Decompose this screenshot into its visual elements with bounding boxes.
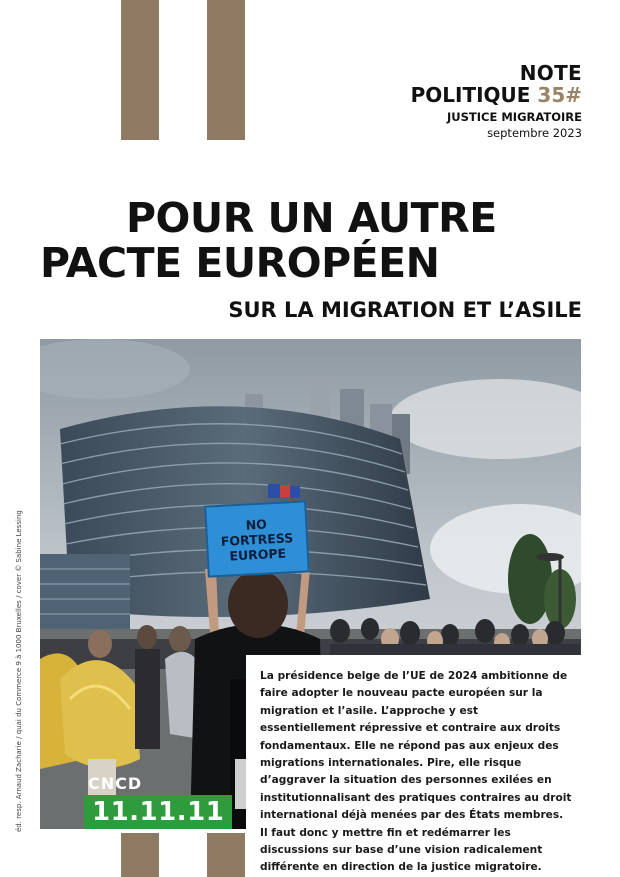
decorative-bar-bottom-left xyxy=(121,833,159,877)
series-label-politique xyxy=(411,84,582,106)
logo-number: 11.11.11 xyxy=(84,795,232,829)
sign-line-3: EUROPE xyxy=(229,545,287,563)
topic-label: JUSTICE MIGRATOIRE xyxy=(447,110,582,124)
decorative-bar-bottom-right xyxy=(207,833,245,877)
decorative-bar-top-left xyxy=(121,0,159,140)
series-header xyxy=(411,62,582,141)
sign-line-1: NO xyxy=(245,515,268,533)
sign-line-2: FORTRESS xyxy=(220,529,294,549)
subtitle: SUR LA MIGRATION ET L’ASILE xyxy=(228,298,582,322)
issue-number: 35# xyxy=(537,83,582,107)
series-label-politique-text: POLITIQUE xyxy=(410,83,531,107)
summary-box xyxy=(246,655,581,874)
publisher-credit: éd. resp. Arnaud Zacharie / quai du Commerce 9 à 1000 Bruxelles / cover © Sabine Lessing xyxy=(15,510,23,832)
title-line-2: PACTE EUROPÉEN xyxy=(40,239,440,287)
logo-name: CNCD xyxy=(88,774,143,793)
title-line-1: POUR UN AUTRE xyxy=(126,194,497,242)
protest-sign-text xyxy=(220,515,295,564)
publication-date: septembre 2023 xyxy=(487,126,582,140)
protest-sign xyxy=(204,500,310,577)
cncd-logo xyxy=(84,775,232,829)
decorative-bar-top-right xyxy=(207,0,245,140)
series-label-note: NOTE xyxy=(519,61,582,85)
summary-text: La présidence belge de l’UE de 2024 ambitionne de faire adopter le nouveau pacte européen sur la migration et l’asile. L’approche y est essentiellement répressive et contraire aux droits fondamentaux. Elle ne répond pas aux enjeux des migrations internationales. Pire, elle risque d’aggraver la situation des personnes exilées en institutionnalisant des pratiques contraires au droit international déjà menées par des États membres. Il faut donc y mettre fin et redémarrer les discussions sur base d’une vision radicalement différente en direction de la justice migratoire. xyxy=(260,670,572,874)
